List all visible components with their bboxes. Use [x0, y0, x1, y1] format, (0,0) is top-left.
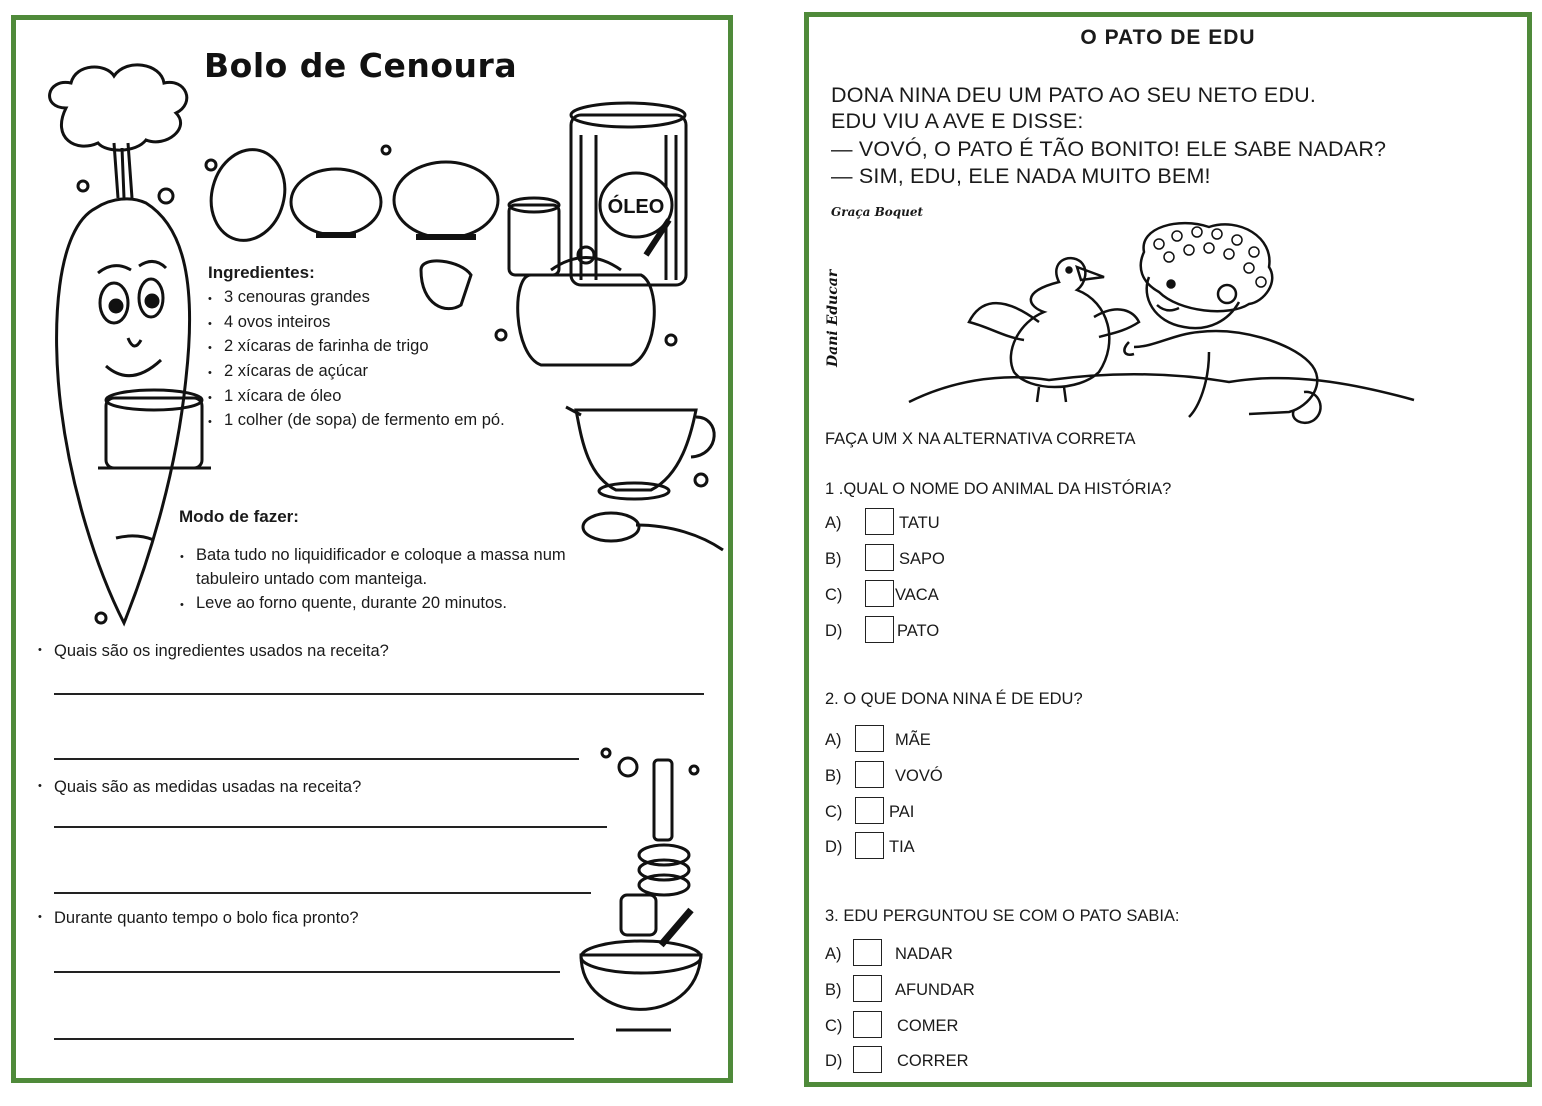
answer-line[interactable]: [54, 971, 560, 973]
option-3d[interactable]: [825, 1046, 1125, 1078]
answer-checkbox[interactable]: [853, 975, 882, 1002]
answer-line[interactable]: [54, 826, 607, 828]
method-step: • Bata tudo no liquidificador e coloque a massa num tabuleiro untado com manteiga.: [196, 543, 616, 591]
option-label: PATO: [897, 622, 940, 640]
ingredients-heading: Ingredientes:: [208, 263, 315, 282]
question-ingredients: • Quais são os ingredientes usados na receita?: [54, 642, 389, 661]
answer-checkbox[interactable]: [855, 725, 884, 752]
option-label: AFUNDAR: [895, 981, 975, 999]
answer-checkbox[interactable]: [853, 1011, 882, 1038]
option-1c[interactable]: [825, 580, 1125, 612]
option-letter: D): [825, 838, 843, 856]
answer-checkbox[interactable]: [865, 508, 894, 535]
option-letter: A): [825, 514, 842, 532]
option-2b[interactable]: [825, 761, 1125, 793]
option-1b[interactable]: [825, 544, 1125, 576]
option-label: VACA: [895, 586, 939, 604]
option-letter: C): [825, 586, 843, 604]
option-1a[interactable]: [825, 508, 1125, 540]
option-letter: B): [825, 981, 842, 999]
duck-and-boy-illustration: [909, 222, 1419, 432]
story-title: O PATO DE EDU: [1080, 26, 1256, 49]
ingredient-item: • 2 xícaras de açúcar: [224, 360, 505, 385]
option-3c[interactable]: [825, 1011, 1125, 1043]
option-letter: C): [825, 803, 843, 821]
method-list: [196, 543, 616, 615]
ingredients-list: [224, 286, 505, 434]
option-label: PAI: [889, 803, 915, 821]
method-heading: Modo de fazer:: [179, 507, 299, 526]
option-1d[interactable]: [825, 616, 1125, 648]
option-label: CORRER: [897, 1052, 969, 1070]
ingredient-item: • 2 xícaras de farinha de trigo: [224, 335, 505, 360]
answer-checkbox[interactable]: [865, 544, 894, 571]
option-letter: D): [825, 1052, 843, 1070]
option-label: MÃE: [895, 731, 931, 749]
recipe-worksheet: [11, 15, 733, 1083]
story-line: EDU VIU A AVE E DISSE:: [831, 109, 1084, 133]
story-worksheet: [804, 12, 1532, 1087]
answer-checkbox[interactable]: [855, 797, 884, 824]
option-letter: A): [825, 945, 842, 963]
option-2c[interactable]: [825, 797, 1125, 829]
option-letter: C): [825, 1017, 843, 1035]
answer-line[interactable]: [54, 693, 704, 695]
option-label: TIA: [889, 838, 915, 856]
option-letter: A): [825, 731, 842, 749]
option-label: TATU: [899, 514, 940, 532]
answer-line[interactable]: [54, 1038, 574, 1040]
ingredient-item: • 3 cenouras grandes: [224, 286, 505, 311]
instruction-text: FAÇA UM X NA ALTERNATIVA CORRETA: [825, 430, 1136, 448]
story-line: — SIM, EDU, ELE NADA MUITO BEM!: [831, 164, 1211, 188]
illustrator-signature: [817, 267, 847, 377]
ingredient-item: • 1 colher (de sopa) de fermento em pó.: [224, 409, 505, 434]
ingredient-item: • 4 ovos inteiros: [224, 311, 505, 336]
option-label: VOVÓ: [895, 767, 943, 785]
story-line: DONA NINA DEU UM PATO AO SEU NETO EDU.: [831, 83, 1317, 107]
story-author: Graça Boquet: [831, 205, 924, 219]
answer-line[interactable]: [54, 758, 579, 760]
option-2d[interactable]: [825, 832, 1125, 864]
story-line: — VOVÓ, O PATO É TÃO BONITO! ELE SABE NADAR?: [831, 137, 1387, 161]
mixing-bowl-illustration: [576, 745, 726, 1045]
option-letter: B): [825, 550, 842, 568]
illustrator-signature-text: Dani Educar: [825, 269, 841, 367]
ingredient-item: • 1 xícara de óleo: [224, 385, 505, 410]
answer-checkbox[interactable]: [865, 616, 894, 643]
option-letter: B): [825, 767, 842, 785]
answer-checkbox[interactable]: [853, 939, 882, 966]
question-1: 1 .QUAL O NOME DO ANIMAL DA HISTÓRIA?: [825, 480, 1172, 498]
option-label: COMER: [897, 1017, 959, 1035]
option-2a[interactable]: [825, 725, 1125, 757]
question-2: 2. O QUE DONA NINA É DE EDU?: [825, 690, 1083, 708]
answer-checkbox[interactable]: [855, 832, 884, 859]
question-3: 3. EDU PERGUNTOU SE COM O PATO SABIA:: [825, 907, 1180, 925]
question-measures: • Quais são as medidas usadas na receita?: [54, 778, 361, 797]
method-step: • Leve ao forno quente, durante 20 minutos.: [196, 591, 616, 615]
option-letter: D): [825, 622, 843, 640]
recipe-title: Bolo de Cenoura: [204, 46, 518, 85]
answer-line[interactable]: [54, 892, 591, 894]
option-3a[interactable]: [825, 939, 1125, 971]
option-3b[interactable]: [825, 975, 1125, 1007]
oil-can-label: ÓLEO: [607, 196, 665, 218]
option-label: SAPO: [899, 550, 945, 568]
option-label: NADAR: [895, 945, 953, 963]
answer-checkbox[interactable]: [855, 761, 884, 788]
question-time: • Durante quanto tempo o bolo fica pronto?: [54, 909, 359, 928]
answer-checkbox[interactable]: [865, 580, 894, 607]
answer-checkbox[interactable]: [853, 1046, 882, 1073]
